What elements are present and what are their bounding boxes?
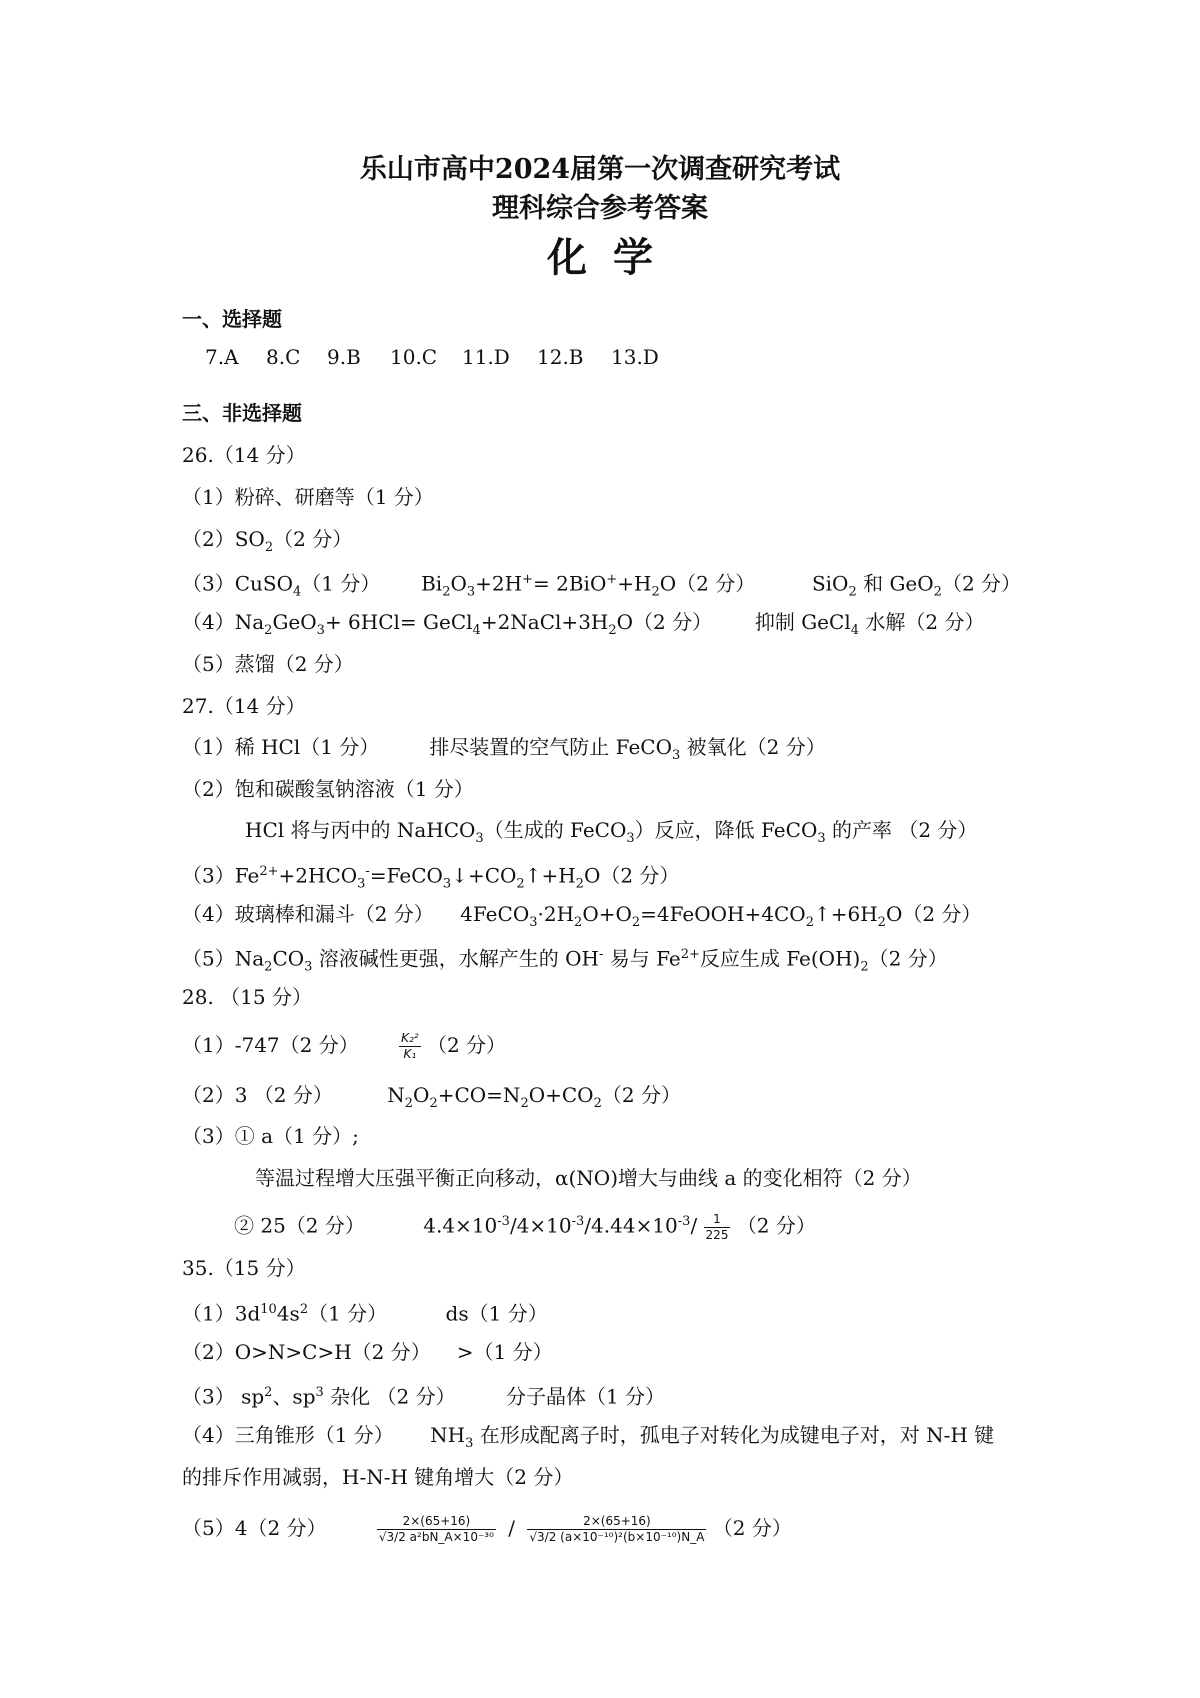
q27-answer-5: $(5)Na_2CO_3$ 溶液碱性更强，水解产生的 OH- 易与 $Fe^{2+}$反应生成 $Fe(OH)_2(2$ 分） <box>182 946 948 975</box>
choice-answer: 13.D <box>611 345 659 369</box>
q26-answer-4: $(4)Na_2GeO_3+ 6HCl=$ $GeCl_4+2NaCl+3H_2O(2$ 分） 抑制 GeCl$_4$ 水解（2 分） <box>182 610 985 638</box>
q26-answer-1: （1）粉碎、研磨等（1 分） <box>182 485 434 509</box>
q35-header: 35.（15 分） <box>182 1256 306 1280</box>
q28-answer-3-explain: 等温过程增大压强平衡正向移动，α(NO)增大与曲线 a 的变化相符（2 分） <box>255 1166 922 1190</box>
fraction: $\frac{2\times(65+16)}{\text{√3/2 a²bN\_A×10⁻³⁰}}$ <box>378 1514 494 1544</box>
section-choice: 一、选择题 <box>182 307 282 331</box>
choice-answer: 9.B <box>327 345 361 369</box>
q35-answer-4-cont: 的排斥作用减弱，H-N-H 键角增大（2 分） <box>182 1465 574 1489</box>
q35-answer-2: （2）O>N>C>H（2 分） >（1 分） <box>182 1340 553 1364</box>
q27-header: 27.（14 分） <box>182 694 306 718</box>
q27-answer-3: $(3)Fe^{2+}+2HCO_3^-=FeCO_3↓+CO_2↑+H_2O(2$ 分） <box>182 863 680 892</box>
q35-answer-5: （5）4（2 分） $\frac{2\times(65+16)}{\text{√3/2 a²bN\_A×10⁻³⁰}}$ / $\frac{2\times(65+16)}{\text{√3/2 (a×10⁻¹⁰)²(b×10⁻¹⁰)N\_A}}$ （2 分） <box>182 1514 792 1544</box>
q28-header: 28. （15 分） <box>182 985 312 1009</box>
q27-answer-4: （4）玻璃棒和漏斗（2 分） $4FeCO_3\cdot 2H_2O+O_2=4FeOOH+4CO_2↑+6H_2O(2$ 分） <box>182 902 982 930</box>
subject-title: 化学 <box>547 234 679 281</box>
fraction: $\frac{1}{225}$ <box>705 1211 729 1242</box>
q28-answer-2: （2）3 （2 分） $N_2O_2+CO=N_2O+CO_2(2$ 分） <box>182 1083 681 1111</box>
choice-answer: 11.D <box>462 345 510 369</box>
q26-answer-3: （3）CuSO$_4$（1 分） $Bi_2O_3+2H^+= 2BiO^++H_2O(2$ 分） SiO$_2$ 和 GeO$_2$（2 分） <box>182 571 1022 600</box>
q35-answer-1: $(1)3d^{10}4s^2(1$ 分） ds（1 分） <box>182 1301 548 1326</box>
q35-answer-3: （3） $sp^2$、$sp^3$ 杂化 （2 分） 分子晶体（1 分） <box>182 1384 666 1409</box>
q28-answer-3-2: ② 25（2 分） $4.4\times 10^{-3}/4\times 10^{-3}/4.44\times 10^{-3}/$ $\frac{1}{225}$ （2 分） <box>234 1211 816 1242</box>
q27-answer-2-explain: HCl 将与丙中的 NaHCO$_3$（生成的 FeCO$_3$）反应，降低 FeCO$_3$ 的产率 （2 分） <box>245 818 978 846</box>
choice-answer: 8.C <box>266 345 301 369</box>
q26-header: 26.（14 分） <box>182 443 306 467</box>
q27-answer-2: （2）饱和碳酸氢钠溶液（1 分） <box>182 777 474 801</box>
choice-answer: 7.A <box>205 345 239 369</box>
exam-title: 乐山市高中2024届第一次调查研究考试 <box>359 154 841 185</box>
q27-answer-1: （1）稀 HCl（1 分） 排尽装置的空气防止 FeCO$_3$ 被氧化（2 分） <box>182 735 826 763</box>
choice-answer: 12.B <box>537 345 584 369</box>
q28-answer-3: （3）① a（1 分）; <box>182 1124 359 1148</box>
fraction: $\frac{\text{K₂²}}{\text{K₁}}$ <box>401 1031 419 1061</box>
section-nonchoice: 三、非选择题 <box>182 401 302 425</box>
q28-answer-1: （1）-747（2 分） $\frac{\text{K₂²}}{\text{K₁}}$ （2 分） <box>182 1031 507 1061</box>
q26-answer-5: （5）蒸馏（2 分） <box>182 652 354 676</box>
choice-answer: 10.C <box>390 345 438 369</box>
q26-answer-2: $(2)SO_2(2$ 分） <box>182 527 353 555</box>
exam-subtitle: 理科综合参考答案 <box>492 193 708 224</box>
q35-answer-4: （4）三角锥形（1 分） $NH_3$ 在形成配离子时，孤电子对转化为成键电子对，对 N-H 键 <box>182 1423 995 1451</box>
fraction: $\frac{2\times(65+16)}{\text{√3/2 (a×10⁻¹⁰)²(b×10⁻¹⁰)N\_A}}$ <box>529 1514 705 1544</box>
